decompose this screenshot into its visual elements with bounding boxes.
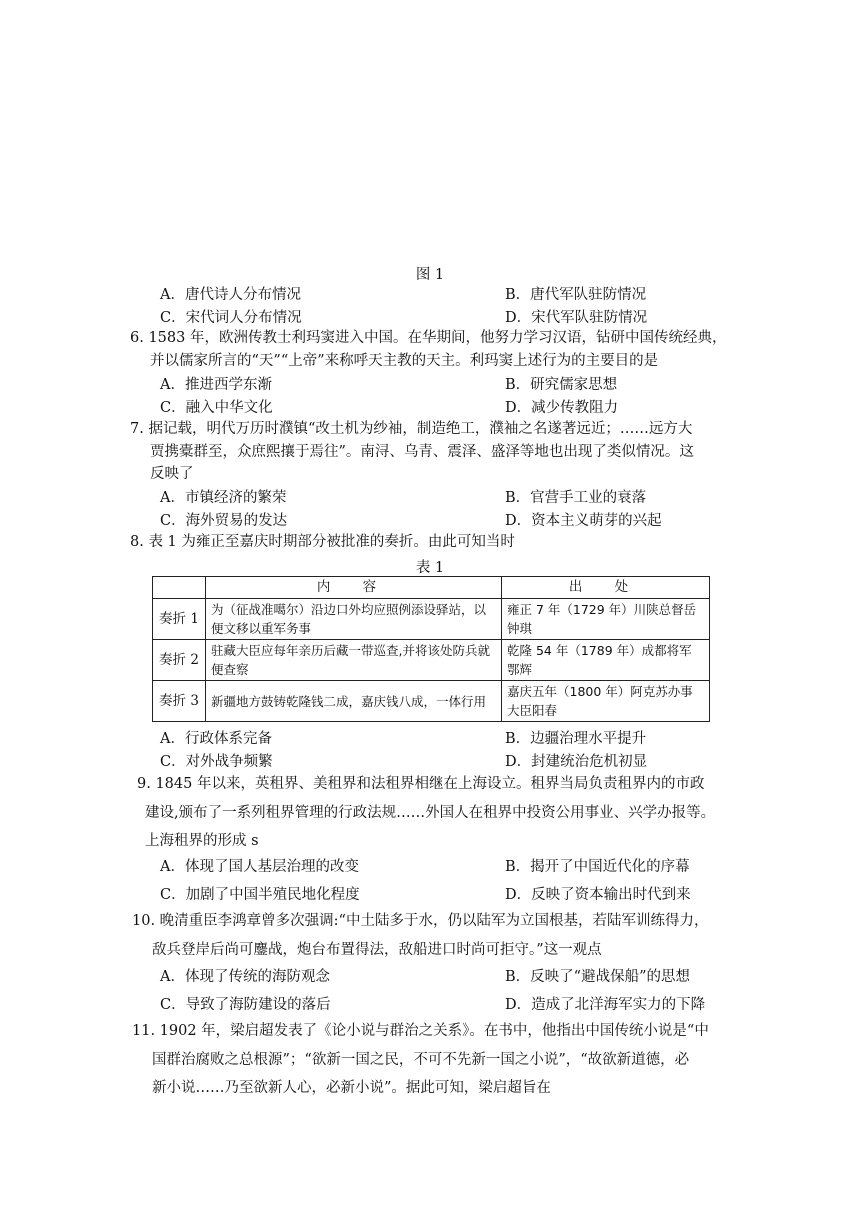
q8-option-b: B．边疆治理水平提升 [505, 731, 647, 747]
row-content: 新疆地方鼓铸乾隆钱二成，嘉庆钱八成，一体行用 [206, 681, 502, 722]
q6-stem-line-1: 6. 1583 年，欧洲传教士利玛窦进入中国。在华期间，他努力学习汉语，钻研中国传统经典， [130, 330, 727, 346]
row-content: 为（征战准噶尔）沿边口外均应照例添设驿站，以便文移以重军务事 [206, 599, 502, 640]
q9-options-row-2 [160, 883, 760, 905]
q7-options-row-1 [160, 486, 760, 508]
q10-stem-line-1: 10. 晚清重臣李鸿章曾多次强调:“中土陆多于水，仍以陆军为立国根基，若陆军训练得力， [132, 913, 709, 929]
q6-option-b: B．研究儒家思想 [505, 377, 618, 393]
table-row [153, 640, 710, 681]
q6-option-a: A．推进西学东渐 [160, 377, 272, 393]
q8-options-row-2 [160, 750, 760, 772]
table-header-row [153, 577, 710, 599]
q9-option-d: D．反映了资本输出时代到来 [505, 887, 691, 903]
q11-stem-line-3: 新小说……乃至欲新人心，必新小说”。据此可知，梁启超旨在 [152, 1080, 551, 1096]
question-11 [132, 1017, 737, 1103]
q8-option-c: C．对外战争频繁 [160, 754, 273, 770]
q9-stem-line-3: 上海租界的形成 s [145, 833, 259, 849]
question-10 [132, 907, 737, 964]
q11-stem-line-1: 11. 1902 年，梁启超发表了《论小说与群治之关系》。在书中，他指出中国传统小说是“中 [132, 1023, 709, 1039]
q8-options-row-1 [160, 727, 760, 749]
q7-option-b: B．官营手工业的衰落 [505, 490, 647, 506]
q7-stem-line-3: 反映了 [150, 466, 194, 482]
row-label: 奏折 2 [153, 640, 206, 681]
row-label: 奏折 1 [153, 599, 206, 640]
q6-option-d: D．减少传教阻力 [505, 400, 619, 416]
question-6 [130, 327, 735, 372]
row-source: 乾隆 54 年（1789 年）成都将军鄂辉 [502, 640, 710, 681]
table-row [153, 681, 710, 722]
q10-option-b: B．反映了“避战保船”的思想 [505, 969, 690, 985]
q7-option-c: C．海外贸易的发达 [160, 513, 288, 529]
row-source: 嘉庆五年（1800 年）阿克苏办事大臣阳春 [502, 681, 710, 722]
table-header-blank [153, 577, 206, 599]
q5-option-d: D．宋代军队驻防情况 [505, 310, 648, 326]
q10-stem-line-2: 敌兵登岸后尚可鏖战，炮台布置得法，敌船进口时尚可拒守。”这一观点 [152, 941, 602, 958]
table-header-content: 内 容 [206, 577, 502, 599]
q6-stem-line-2: 并以儒家所言的“天”“上帝”来称呼天主教的天主。利玛窦上述行为的主要目的是 [150, 352, 659, 369]
question-8 [130, 531, 735, 554]
q7-options-row-2 [160, 509, 760, 531]
q7-stem-line-1: 7. 据记载，明代万历时濮镇“改土机为纱袖，制造绝工，濮袖之名遂著远近；……远方大 [130, 421, 693, 437]
q7-option-d: D．资本主义萌芽的兴起 [505, 513, 662, 529]
row-source: 雍正 7 年（1729 年）川陕总督岳钟琪 [502, 599, 710, 640]
table-row [153, 599, 710, 640]
q9-stem-line-2: 建设,颁布了一系列租界管理的行政法规……外国人在租界中投资公用事业、兴学办报等。 [145, 804, 716, 821]
q10-option-d: D．造成了北洋海军实力的下降 [505, 997, 706, 1013]
q8-stem-line-1: 8. 表 1 为雍正至嘉庆时期部分被批准的奏折。由此可知当时 [130, 534, 515, 550]
q6-options-row-2 [160, 396, 760, 418]
q9-option-a: A．体现了国人基层治理的改变 [160, 859, 359, 875]
question-9 [137, 770, 742, 856]
q9-option-c: C．加剧了中国半殖民地化程度 [160, 887, 360, 903]
q5-options-row-1 [160, 283, 760, 305]
q7-option-a: A．市镇经济的繁荣 [160, 490, 287, 506]
row-content: 驻藏大臣应每年亲历后藏一带巡查,并将该处防兵就便查察 [206, 640, 502, 681]
q11-stem-line-2: 国群治腐败之总根源”；“欲新一国之民，不可不先新一国之小说”，“故欲新道德，必 [152, 1051, 690, 1068]
q10-options-row-2 [160, 993, 760, 1015]
q10-options-row-1 [160, 965, 760, 987]
question-7 [130, 418, 735, 486]
q9-stem-line-1: 9. 1845 年以来，英租界、美租界和法租界相继在上海设立。租界当局负责租界内的市政 [137, 776, 705, 792]
q9-options-row-1 [160, 855, 760, 877]
q8-option-d: D．封建统治危机初显 [505, 754, 648, 770]
q7-stem-line-2: 贾携橐群至，众庶熙攘于焉往”。南浔、乌青、震泽、盛泽等地也出现了类似情况。这 [150, 443, 694, 460]
table-title: 表 1 [415, 560, 445, 576]
q5-option-a: A．唐代诗人分布情况 [160, 287, 301, 303]
figure-caption: 图 1 [415, 267, 445, 283]
q8-option-a: A．行政体系完备 [160, 731, 272, 747]
q5-option-b: B．唐代军队驻防情况 [505, 287, 647, 303]
q9-option-b: B．揭开了中国近代化的序幕 [505, 859, 690, 875]
table-header-source: 出 处 [502, 577, 710, 599]
q5-option-c: C．宋代词人分布情况 [160, 310, 302, 326]
q10-option-c: C．导致了海防建设的落后 [160, 997, 331, 1013]
q5-options-row-2 [160, 306, 760, 328]
q6-options-row-1 [160, 373, 760, 395]
row-label: 奏折 3 [153, 681, 206, 722]
q10-option-a: A．体现了传统的海防观念 [160, 969, 330, 985]
q6-option-c: C．融入中华文化 [160, 400, 273, 416]
memorial-table [152, 576, 710, 722]
